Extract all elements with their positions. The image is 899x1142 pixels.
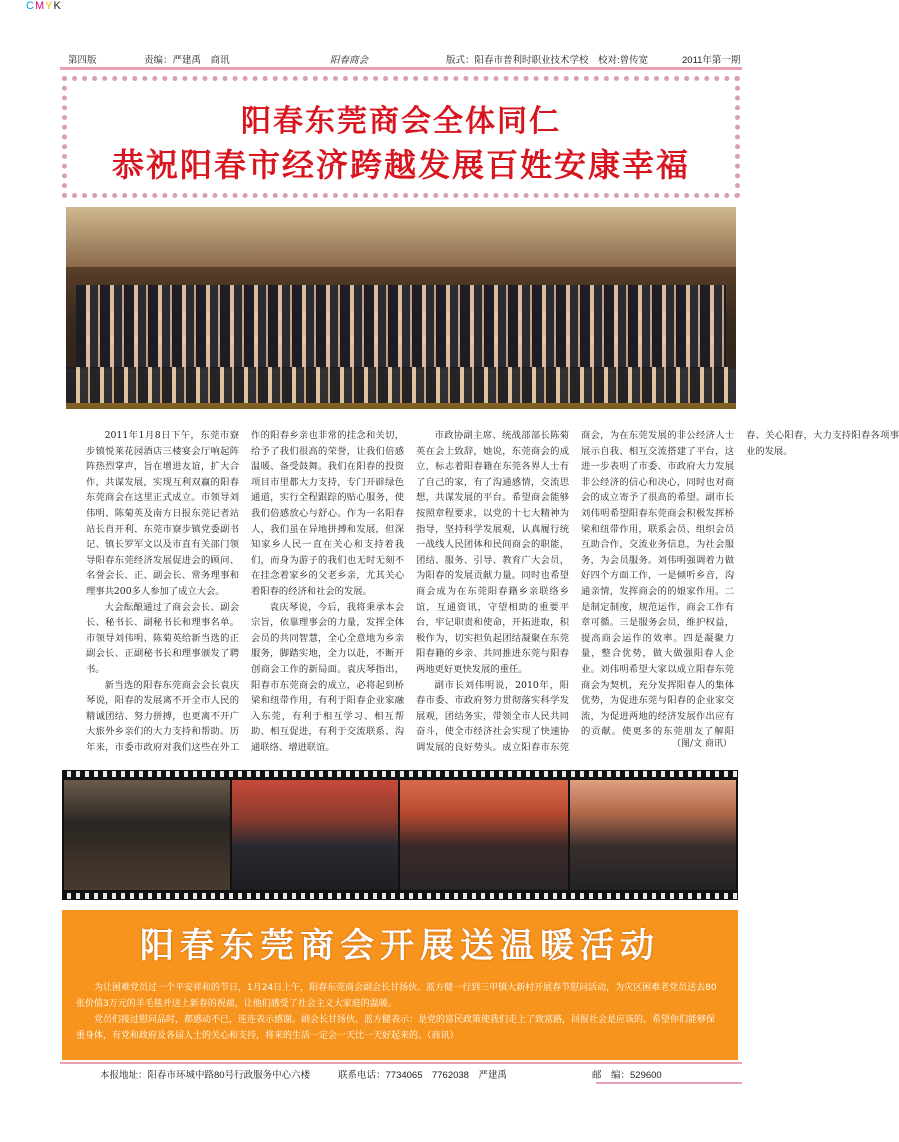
footer-address: 本报地址：阳春市环城中路80号行政服务中心六楼 <box>100 1070 311 1081</box>
footer-rule-right <box>596 1082 742 1084</box>
footer <box>62 1064 738 1082</box>
cmyk-m: M <box>34 0 46 12</box>
cmyk-c: C <box>26 0 35 12</box>
photo-certificate-3 <box>570 780 736 890</box>
banner-line-1: 阳春东莞商会全体同仁 <box>241 104 561 139</box>
article-paragraph: 副市长刘伟明说，2010年，阳春市委、市政府努力贯彻落实科学发展观，团结务实，带领全市人民共同奋斗，使全市经济社会实现了快速协调发展的良好势头。成立阳春市东莞商会，为在东莞发展的非公经济人士展示自我、相互交流搭建了平台，这进一步表明了市委、市政府大力发展非公经济的信心和决心，同时也对商会的成立寄予了很高的希望。副市长刘伟明希望阳春东莞商会积极发挥桥梁和纽带作用，联系会员、组织会员互助合作，交流业务信息，为社会服务，为会员服务。刘伟明强调着力做好四个方面工作，一是倾听乡音，沟通亲情，发挥商会的的娘家作用。二是制定制度，规范运作，商会工作有章可循。三是服务会员，维护权益，提高商会运作的效率。四是凝聚力量，整合优势，做大做强阳春人企业。刘伟明希望大家以成立阳春东莞商会为契机，充分发挥阳春人的集体优势，为促进东莞与阳春的企业家交流，为促进两地的经济发展作出应有的贡献。使更多的东莞朋友了解阳春、关心阳春，大力支持阳春各项事业的发展。 <box>416 430 899 753</box>
issue-number: 2011年第一期 <box>682 55 741 66</box>
page-number: 第四版 <box>68 55 97 66</box>
activity-paragraph: 为让困难党员过一个平安祥和的节日，1月24日上午，阳春东莞商会副会长甘扬伙、蓝方健一行到三甲镇大新村开展春节慰问活动，为灾区困难老党员送去80张价值3万元的羊毛毯并送上新春的祝福，让他们感受了社会主义大家庭的温暖。 <box>76 983 717 1009</box>
editors: 责编：严建禹 商讯 <box>144 55 230 66</box>
group-photo <box>66 207 736 409</box>
article-credit: （图/文 商讯） <box>672 739 732 749</box>
activity-title: 阳春东莞商会开展送温暖活动 <box>140 926 660 966</box>
cmyk-y: Y <box>45 0 54 12</box>
cmyk-marker <box>26 0 62 12</box>
article-paragraph: 市政协副主席、统战部部长陈菊英在会上致辞，她说，东莞商会的成立，标志着阳春籍在东莞各界人士有了自己的家，有了沟通感情，交流思想，共谋发展的平台。希望商会能够按照章程要求，以党的十七大精神为指导，坚持科学发展观，认真履行统一战线人民团体和民间商会的职能，团结、服务、引导、教育广大会员，为阳春的发展贡献力量。同时也希望商会成为在东莞阳春籍乡亲联络乡谊，互通资讯，守望相助的重要平台，牢记职责和使命，开拓进取，积极作为，切实担负起团结凝聚在东莞阳春籍的乡亲、共同推进东莞与阳春两地更好更快发展的重任。 <box>416 430 569 675</box>
activity-body <box>76 980 722 1044</box>
activity-box <box>62 910 738 1060</box>
masthead <box>62 50 740 66</box>
paper-name: 阳春商会 <box>330 55 369 66</box>
article-paragraph: 大会酝酿通过了商会会长、副会长、秘书长、副秘书长和理事名单。市领导刘伟明、陈菊英给新当选的正副会长、正副秘书长和理事颁发了聘书。 <box>86 601 239 675</box>
photo-certificate-1 <box>232 780 398 890</box>
greeting-banner <box>62 76 740 198</box>
activity-paragraph: 党员们接过慰问品时，都感动不已，连连表示感谢。副会长甘扬伙、蓝方健表示：是党的富民政策使我们走上了致富路，回报社会是应该的。希望你们能够保重身体，有党和政府及各届人士的关心和支持，将来的生活一定会一天比一天好起来的。（商讯） <box>76 1015 716 1041</box>
photo-certificate-2 <box>400 780 568 890</box>
cmyk-k: K <box>53 0 62 12</box>
footer-phone: 联系电话：7734065 7762038 严建禹 <box>338 1070 507 1081</box>
article-paragraph: 袁庆琴说，今后，我将秉承本会宗旨，依靠理事会的力量，发挥全体会员的共同智慧，全心全意地为乡亲服务，脚踏实地，全力以赴，不断开创商会工作的新局面。袁庆琴指出，阳春市东莞商会的成立，必将起到桥梁和纽带作用，有利于阳春企业家融入东莞，有利于相互学习、相互帮助、相互促进，有利于交流联系、沟通联络、增进联谊。 <box>251 601 404 753</box>
header-rule <box>60 67 742 70</box>
article-paragraph: 2011年1月8日下午，东莞市寮步镇悦莱花园酒店三楼宴会厅响起阵阵热烈掌声，旨在增进友谊，扩大合作，共谋发展，实现互利双赢的阳春东莞商会在这里正式成立。市领导刘伟明、陈菊英及南方日报东莞记者站站长肖开利、东莞市寮步镇党委副书记、镇长罗军文以及市直有关部门领导阳春东莞经济发展促进会的顾问、名誉会长、正、副会长、常务理事和理事共200多人参加了成立大会。 <box>86 430 239 597</box>
typeset-credit: 版式：阳春市普利时职业技术学校 校对:曾传宽 <box>446 55 649 66</box>
article-body <box>86 428 899 758</box>
footer-postcode: 邮 编：529600 <box>592 1070 662 1081</box>
banner-line-2: 恭祝阳春市经济跨越发展百姓安康幸福 <box>111 146 690 184</box>
photo-meeting-hall <box>64 780 230 890</box>
photo-strip <box>62 770 738 900</box>
article-paragraph: 新当选的阳春东莞商会会长袁庆琴说，阳春的发展离不开全市人民的精诚团结、努力拼搏，也更离不开广大旅外乡亲们的大力支持和帮助。历年来，市委市政府对我们这些在外工作的阳春乡亲也非常的挂念和关切，给予了我们很高的荣誉，让我们倍感温暖、备受鼓舞。我们在阳春的投资项目市里都大力支持，专门开辟绿色通道，实行全程跟踪的贴心服务，使我们倍感放心与舒心。作为一名阳春人，我们虽在异地拼搏和发展，但深知家乡人民一直在关心和支持着我们，而身为游子的我们也无时无刻不在挂念着家乡的父老乡亲，尤其关心着阳春的经济和社会的发展。 <box>86 430 404 753</box>
